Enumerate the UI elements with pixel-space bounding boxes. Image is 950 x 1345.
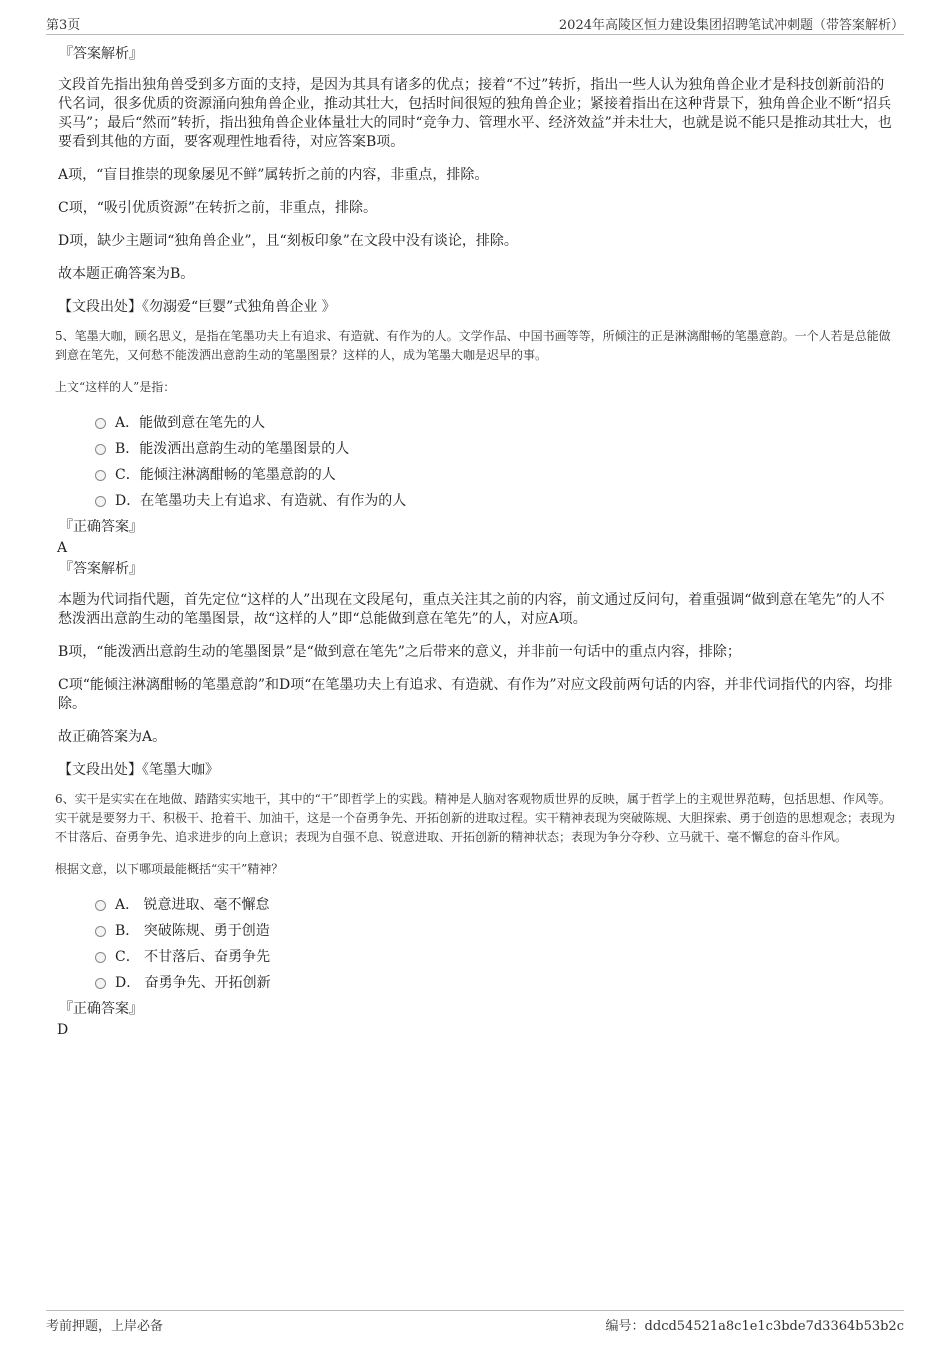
- question-prompt: 上文“这样的人”是指：: [55, 380, 176, 394]
- option-b[interactable]: B．能泼洒出意韵生动的笔墨图景的人: [95, 436, 895, 462]
- page-header: [46, 14, 904, 35]
- radio-icon[interactable]: [95, 470, 106, 481]
- radio-icon[interactable]: [95, 444, 106, 455]
- analysis-conclusion: 故正确答案为A。: [58, 729, 167, 745]
- option-d[interactable]: D． 奋勇争先、开拓创新: [95, 970, 895, 996]
- analysis-label: 『答案解析』: [59, 46, 143, 62]
- radio-icon[interactable]: [95, 496, 106, 507]
- page-number: 第3页: [46, 18, 81, 33]
- analysis-label: 『答案解析』: [59, 561, 143, 577]
- analysis-paragraph: C项“能倾注淋漓酣畅的笔墨意韵”和D项“在笔墨功夫上有追求、有造就、有作为”对应文段前两句话的内容，并非代词指代的内容，均排除。: [58, 677, 893, 712]
- document-body: [55, 44, 895, 1039]
- radio-icon[interactable]: [95, 926, 106, 937]
- correct-answer: D: [57, 1022, 69, 1038]
- option-list: [55, 410, 895, 514]
- option-c[interactable]: C． 不甘落后、奋勇争先: [95, 944, 895, 970]
- option-a[interactable]: A．能做到意在笔先的人: [95, 410, 895, 436]
- radio-icon[interactable]: [95, 952, 106, 963]
- analysis-conclusion: 故本题正确答案为B。: [58, 266, 195, 282]
- document-title: 2024年高陵区恒力建设集团招聘笔试冲刺题（带答案解析）: [558, 18, 904, 33]
- document-code: 编号：ddcd54521a8c1e1c3bde7d3364b53b2c: [605, 1319, 904, 1334]
- question-prompt: 根据文意，以下哪项最能概括“实干”精神？: [55, 862, 284, 876]
- radio-icon[interactable]: [95, 418, 106, 429]
- analysis-paragraph: A项，“盲目推崇的现象屡见不鲜”属转折之前的内容，非重点，排除。: [58, 167, 489, 183]
- footer-slogan: 考前押题，上岸必备: [46, 1319, 164, 1334]
- question-stem: 5、笔墨大咖，顾名思义，是指在笔墨功夫上有追求、有造就、有作为的人。文学作品、中国书画等等，所倾注的正是淋漓酣畅的笔墨意韵。一个人若是总能做到意在笔先，又何愁不能泼洒出意韵生动的笔墨图景？这样的人，成为笔墨大咖是迟早的事。: [55, 329, 891, 362]
- option-d[interactable]: D．在笔墨功夫上有追求、有造就、有作为的人: [95, 488, 895, 514]
- radio-icon[interactable]: [95, 978, 106, 989]
- analysis-paragraph: 本题为代词指代题，首先定位“这样的人”出现在文段尾句，重点关注其之前的内容，前文通过反问句，着重强调“做到意在笔先”的人不愁泼洒出意韵生动的笔墨图景，故“这样的人”即“总能做到意在笔先”的人，对应A项。: [58, 592, 885, 627]
- option-b[interactable]: B． 突破陈规、勇于创造: [95, 918, 895, 944]
- correct-answer: A: [57, 540, 68, 556]
- source-citation: 【文段出处】《勿溺爱“巨婴”式独角兽企业 》: [58, 299, 336, 315]
- correct-answer-label: 『正确答案』: [59, 519, 143, 535]
- option-c[interactable]: C．能倾注淋漓酣畅的笔墨意韵的人: [95, 462, 895, 488]
- radio-icon[interactable]: [95, 900, 106, 911]
- page-footer: [46, 1310, 904, 1334]
- analysis-paragraph: B项，“能泼洒出意韵生动的笔墨图景”是“做到意在笔先”之后带来的意义，并非前一句话中的重点内容，排除；: [58, 644, 741, 660]
- question-stem: 6、实干是实实在在地做、踏踏实实地干，其中的“干”即哲学上的实践。精神是人脑对客观物质世界的反映，属于哲学上的主观世界范畴，包括思想、作风等。实干就是要努力干、积极干、抢着干、加油干，这是一个奋勇争先、开拓创新的进取过程。实干精神表现为突破陈规、大胆探索、勇于创造的思想观念；表现为不甘落后、奋勇争先、追求进步的向上意识；表现为自强不息、锐意进取、开拓创新的精神状态；表现为争分夺秒、立马就干、毫不懈怠的奋斗作风。: [55, 792, 896, 844]
- correct-answer-label: 『正确答案』: [59, 1001, 143, 1017]
- option-list: [55, 892, 895, 996]
- analysis-paragraph: D项，缺少主题词“独角兽企业”，且“刻板印象”在文段中没有谈论，排除。: [58, 233, 518, 249]
- analysis-paragraph: C项，“吸引优质资源”在转折之前，非重点，排除。: [58, 200, 378, 216]
- source-citation: 【文段出处】《笔墨大咖》: [58, 762, 219, 778]
- analysis-paragraph: 文段首先指出独角兽受到多方面的支持，是因为其具有诸多的优点；接着“不过”转折，指出一些人认为独角兽企业才是科技创新前沿的代名词，很多优质的资源涌向独角兽企业，推动其壮大，包括时间很短的独角兽企业；紧接着指出在这种背景下，独角兽企业不断“招兵买马”；最后“然而”转折，指出独角兽企业体量壮大的同时“竞争力、管理水平、经济效益”并未壮大，也就是说不能只是推动其壮大，也要看到其他的方面，要客观理性地看待，对应答案B项。: [58, 77, 892, 150]
- option-a[interactable]: A． 锐意进取、毫不懈怠: [95, 892, 895, 918]
